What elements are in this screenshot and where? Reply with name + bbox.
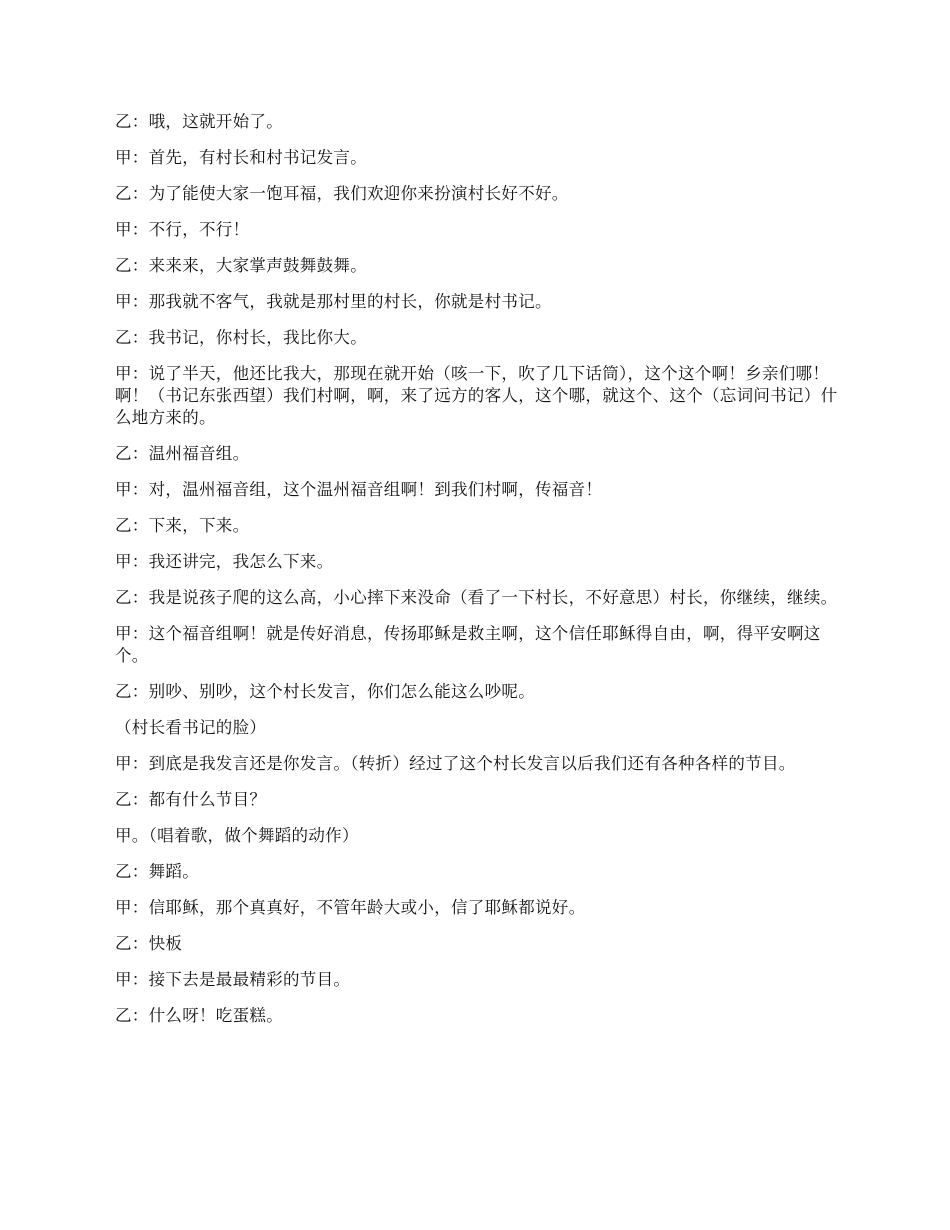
dialogue-line: 乙：快板 — [115, 934, 183, 953]
dialogue-script — [115, 111, 840, 1041]
dialogue-line: 甲：到底是我发言还是你发言。（转折）经过了这个村长发言以后我们还有各种各样的节目。 — [115, 754, 796, 773]
stage-direction: （村长看书记的脸） — [115, 718, 267, 737]
dialogue-line: 甲：不行，不行！ — [115, 220, 250, 239]
dialogue-line: 乙：什么呀！吃蛋糕。 — [115, 1006, 283, 1025]
dialogue-line: 甲：我还讲完，我怎么下来。 — [115, 552, 334, 571]
dialogue-line: 甲：首先，有村长和村书记发言。 — [115, 148, 367, 167]
dialogue-line: 甲：这个福音组啊！就是传好消息，传扬耶稣是救主啊，这个信任耶稣得自由，啊，得平安啊这个。 — [115, 624, 821, 665]
dialogue-line: 乙：别吵、别吵，这个村长发言，你们怎么能这么吵呢。 — [115, 682, 535, 701]
dialogue-line: 甲。（唱着歌，做个舞蹈的动作） — [115, 826, 359, 845]
dialogue-line: 乙：都有什么节目？ — [115, 790, 267, 809]
dialogue-line: 乙：温州福音组。 — [115, 444, 250, 463]
dialogue-line: 乙：我是说孩子爬的这么高，小心摔下来没命（看了一下村长，不好意思）村长，你继续，继续。 — [115, 588, 838, 607]
dialogue-line: 甲：那我就不客气，我就是那村里的村长，你就是村书记。 — [115, 292, 552, 311]
dialogue-line: 甲：说了半天，他还比我大，那现在就开始（咳一下，吹了几下话筒），这个这个啊！乡亲们哪！啊！（书记东张西望）我们村啊，啊，来了远方的客人，这个哪，就这个、这个（忘词问书记）什么地方来的。 — [115, 364, 838, 427]
dialogue-line: 乙：为了能使大家一饱耳福，我们欢迎你来扮演村长好不好。 — [115, 184, 569, 203]
dialogue-line: 甲：对，温州福音组，这个温州福音组啊！到我们村啊，传福音！ — [115, 480, 603, 499]
dialogue-line: 乙：来来来，大家掌声鼓舞鼓舞。 — [115, 256, 367, 275]
dialogue-line: 乙：哦，这就开始了。 — [115, 112, 283, 131]
dialogue-line: 乙：舞蹈。 — [115, 862, 199, 881]
dialogue-line: 乙：我书记，你村长，我比你大。 — [115, 328, 367, 347]
dialogue-line: 甲：信耶稣，那个真真好，不管年龄大或小，信了耶稣都说好。 — [115, 898, 586, 917]
dialogue-line: 乙：下来，下来。 — [115, 516, 250, 535]
dialogue-line: 甲：接下去是最最精彩的节目。 — [115, 970, 351, 989]
